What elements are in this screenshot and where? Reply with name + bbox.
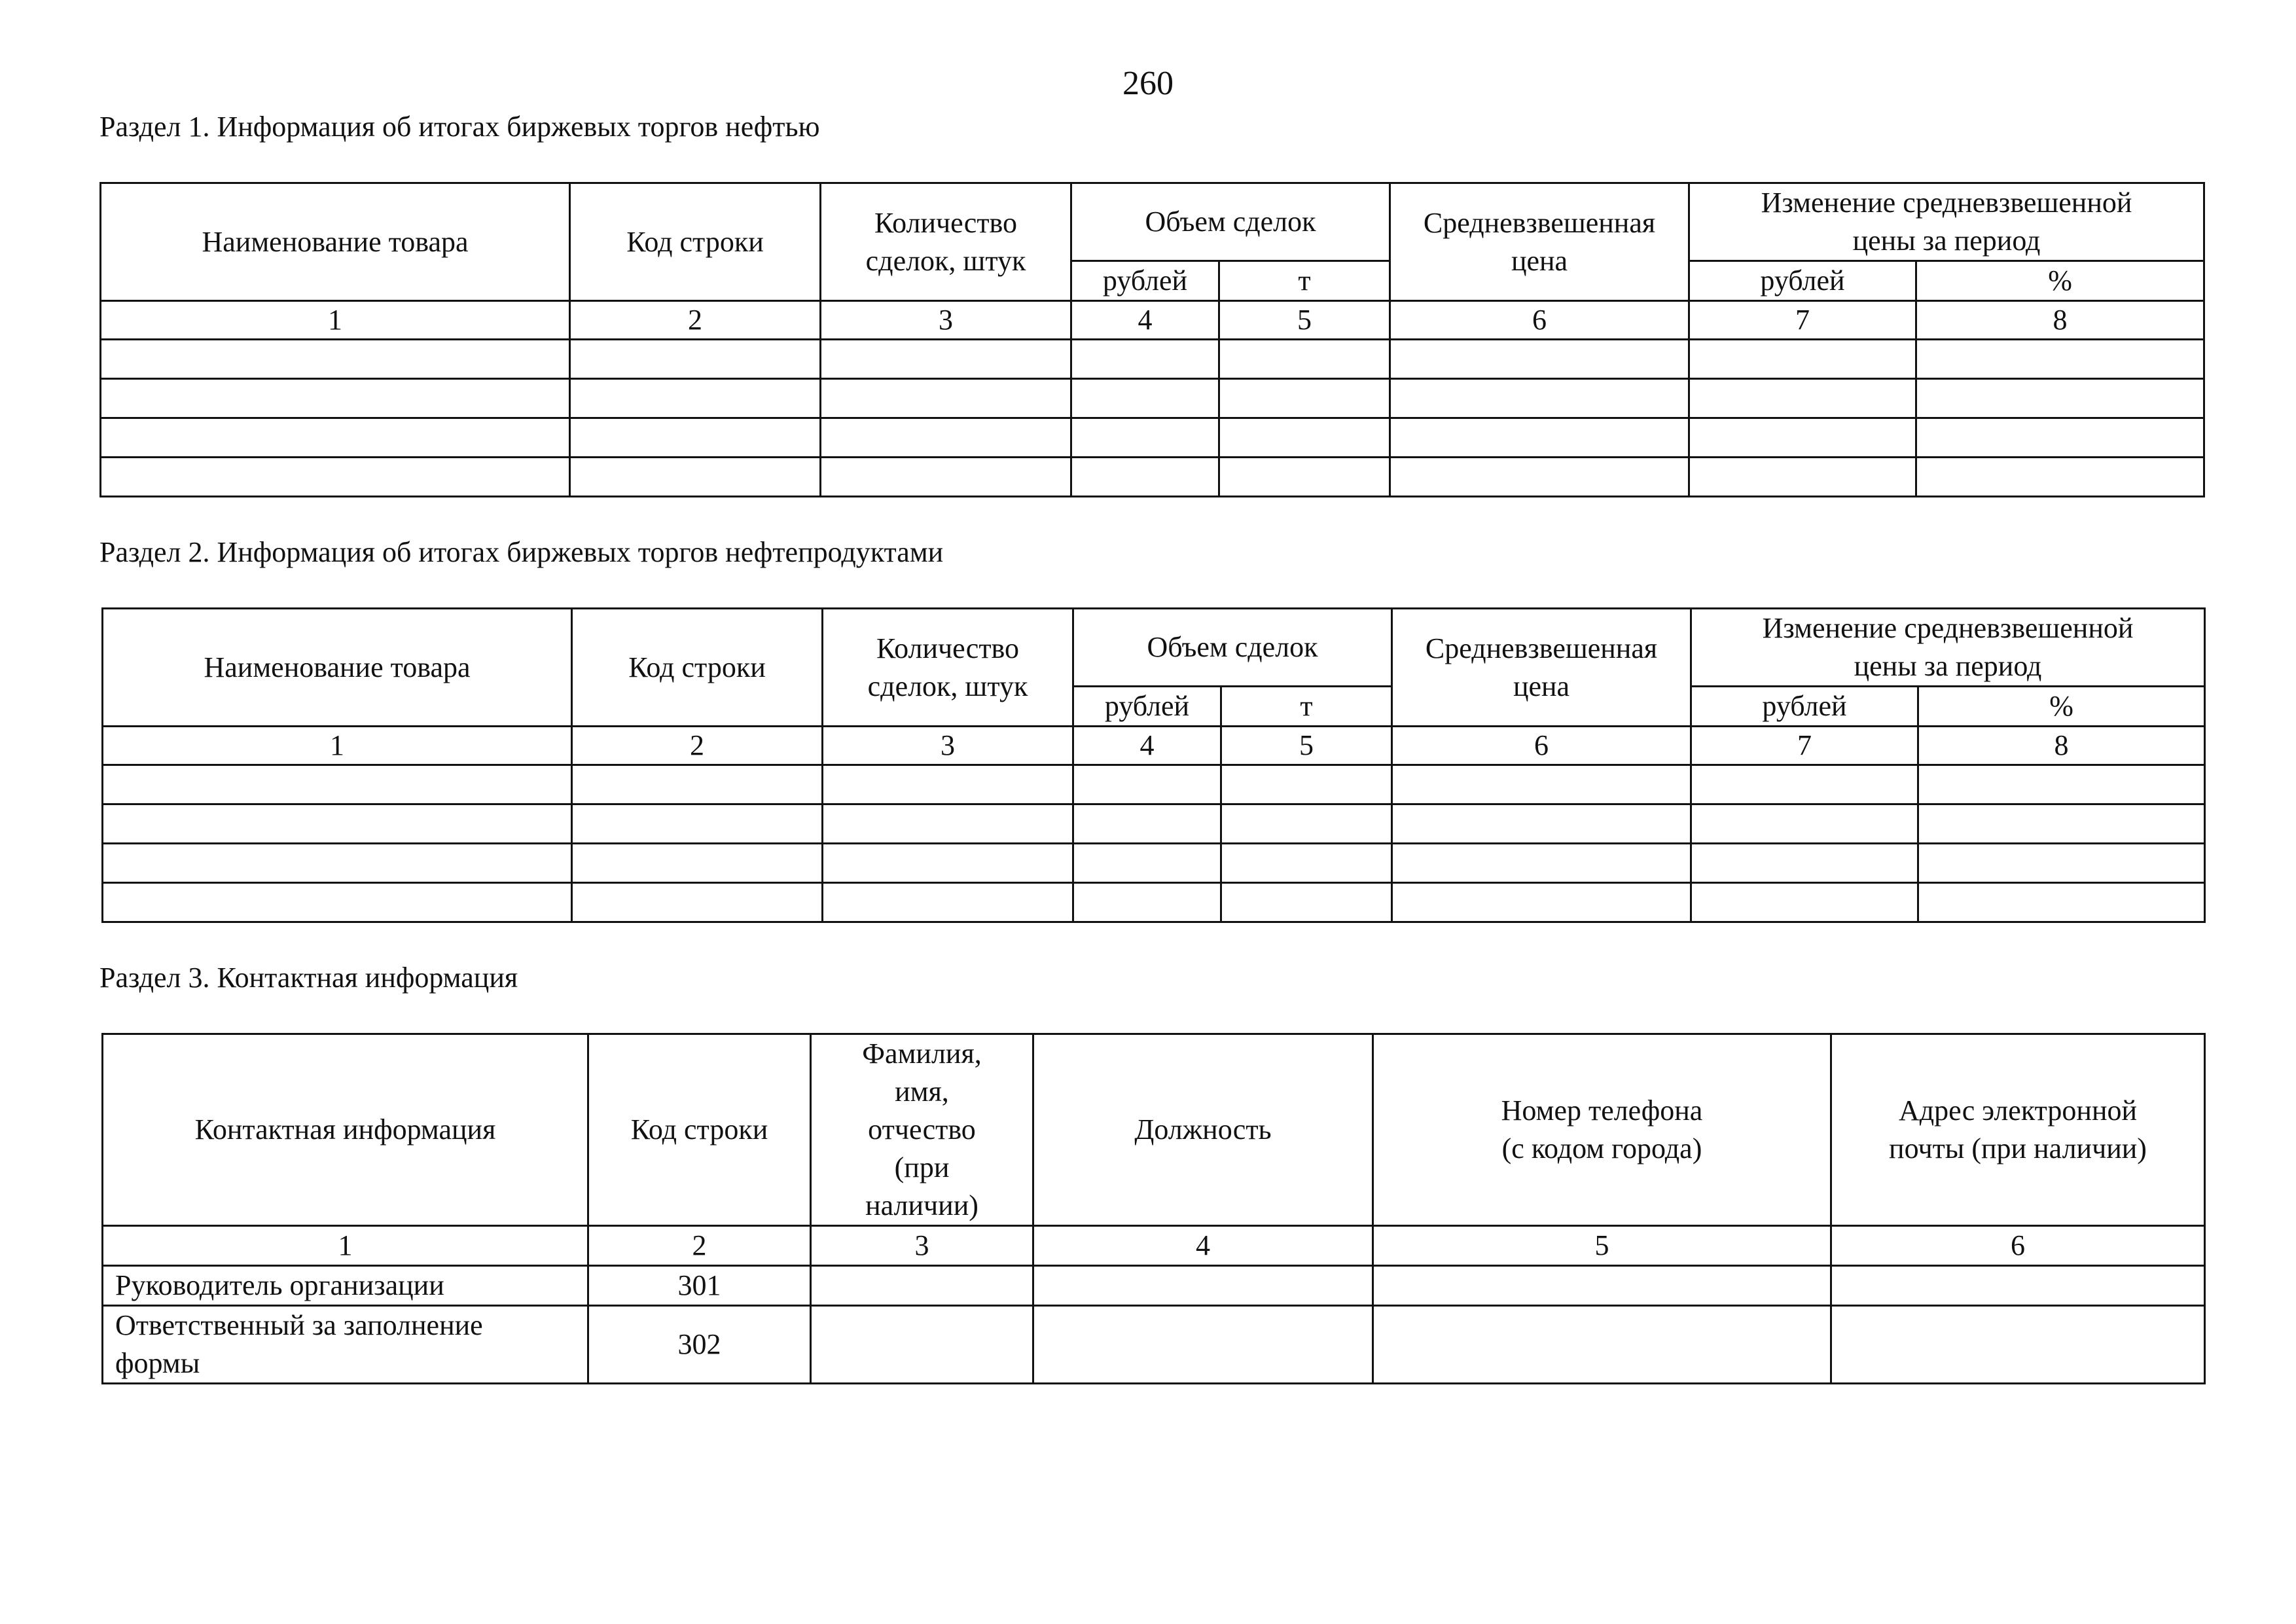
column-number: 5: [1219, 301, 1390, 340]
table-cell[interactable]: [1373, 1266, 1831, 1306]
header-product-name: Наименование товара: [103, 609, 572, 727]
header-change-rubles: рублей: [1691, 687, 1918, 727]
table-cell[interactable]: [1071, 379, 1219, 418]
section-1-table: [99, 182, 2205, 497]
column-number: 2: [572, 727, 823, 765]
table-cell[interactable]: [572, 883, 823, 922]
header-position: Должность: [1033, 1034, 1373, 1226]
header-change-percent: %: [1916, 261, 2204, 301]
table-cell[interactable]: [1073, 883, 1221, 922]
header-price-change: [1689, 183, 2204, 261]
page-number: 260: [1122, 65, 1174, 102]
table-row: [101, 418, 2204, 458]
header-price-change-line1: Изменение средневзвешенной: [1762, 612, 2134, 644]
column-number: 5: [1221, 727, 1392, 765]
table-cell[interactable]: [1392, 844, 1691, 883]
header-price-change: [1691, 609, 2205, 687]
header-volume-rubles: рублей: [1071, 261, 1219, 301]
header-weighted-price-line2: цена: [1513, 670, 1570, 702]
table-cell[interactable]: [572, 804, 823, 844]
header-full-name: [811, 1034, 1033, 1226]
table-row: [103, 883, 2205, 922]
table-row: [103, 765, 2205, 804]
table-cell[interactable]: [823, 883, 1073, 922]
header-email-line2: почты (при наличии): [1889, 1132, 2147, 1164]
table-cell[interactable]: [1689, 379, 1916, 418]
column-number: 2: [570, 301, 821, 340]
header-price-change-line2: цены за период: [1854, 650, 2042, 682]
table-cell[interactable]: [823, 765, 1073, 804]
header-full-name-line4: (при: [894, 1151, 950, 1183]
table-cell[interactable]: [1392, 883, 1691, 922]
table-cell[interactable]: [103, 883, 572, 922]
table-cell[interactable]: [1392, 804, 1691, 844]
header-full-name-line5: наличии): [865, 1189, 978, 1221]
table-cell[interactable]: [101, 340, 570, 379]
header-weighted-price-line1: Средневзвешенная: [1425, 632, 1658, 664]
table-cell[interactable]: [1916, 458, 2204, 497]
row-code: 301: [588, 1266, 811, 1306]
column-number: 3: [821, 301, 1071, 340]
table-cell[interactable]: [1073, 765, 1221, 804]
column-number: 8: [1918, 727, 2205, 765]
table-cell[interactable]: [1390, 379, 1689, 418]
table-cell[interactable]: [811, 1266, 1033, 1306]
table-cell[interactable]: [1916, 379, 2204, 418]
table-cell[interactable]: [1689, 458, 1916, 497]
column-number: 3: [811, 1226, 1033, 1266]
section-2-table: [101, 607, 2206, 923]
table-cell[interactable]: [101, 418, 570, 458]
table-cell[interactable]: [570, 458, 821, 497]
table-row: [103, 804, 2205, 844]
table-cell[interactable]: [1033, 1266, 1373, 1306]
table-cell[interactable]: [103, 765, 572, 804]
table-cell[interactable]: [101, 458, 570, 497]
table-cell[interactable]: [103, 844, 572, 883]
column-number: 4: [1073, 727, 1221, 765]
row-label-line2: формы: [115, 1347, 200, 1379]
header-deal-count-line2: сделок, штук: [867, 670, 1028, 702]
table-cell[interactable]: [101, 379, 570, 418]
header-deal-count-line1: Количество: [876, 632, 1020, 664]
column-number: 3: [823, 727, 1073, 765]
table-cell[interactable]: [1221, 844, 1392, 883]
table-cell[interactable]: [1916, 340, 2204, 379]
header-row-code: Код строки: [572, 609, 823, 727]
header-product-name: Наименование товара: [101, 183, 570, 301]
table-cell[interactable]: [1918, 883, 2205, 922]
table-cell[interactable]: [821, 418, 1071, 458]
table-cell[interactable]: [811, 1306, 1033, 1384]
header-change-rubles: рублей: [1689, 261, 1916, 301]
table-cell[interactable]: [1689, 418, 1916, 458]
table-cell[interactable]: [1691, 883, 1918, 922]
table-cell[interactable]: [1392, 765, 1691, 804]
section-2-title: Раздел 2. Информация об итогах биржевых торгов нефтепродуктами: [99, 536, 944, 568]
table-cell[interactable]: [1071, 340, 1219, 379]
table-row: [103, 1266, 2205, 1306]
header-contact-info: Контактная информация: [103, 1034, 588, 1226]
header-weighted-price-line1: Средневзвешенная: [1423, 206, 1656, 239]
header-weighted-price: [1392, 609, 1691, 727]
table-cell[interactable]: [1691, 765, 1918, 804]
table-cell[interactable]: [1390, 340, 1689, 379]
table-row: [103, 1306, 2205, 1384]
header-row-code: Код строки: [588, 1034, 811, 1226]
column-number: 4: [1071, 301, 1219, 340]
header-deal-count-line1: Количество: [874, 206, 1018, 239]
table-cell[interactable]: [572, 765, 823, 804]
table-cell[interactable]: [1831, 1266, 2205, 1306]
row-label-form-responsible: [103, 1306, 588, 1384]
header-full-name-line1: Фамилия,: [862, 1038, 982, 1070]
header-deal-count: [821, 183, 1071, 301]
table-cell[interactable]: [823, 844, 1073, 883]
section-3-title: Раздел 3. Контактная информация: [99, 962, 518, 994]
header-change-percent: %: [1918, 687, 2205, 727]
column-number: 1: [101, 301, 570, 340]
table-cell[interactable]: [821, 458, 1071, 497]
table-cell[interactable]: [1390, 418, 1689, 458]
header-phone-line2: (с кодом города): [1501, 1132, 1702, 1164]
table-row: [101, 379, 2204, 418]
header-email-line1: Адрес электронной: [1898, 1094, 2138, 1127]
row-code: 302: [588, 1306, 811, 1384]
table-cell[interactable]: [1689, 340, 1916, 379]
table-cell[interactable]: [103, 804, 572, 844]
column-number: 7: [1691, 727, 1918, 765]
header-phone: [1373, 1034, 1831, 1226]
table-cell[interactable]: [1918, 765, 2205, 804]
column-number: 1: [103, 727, 572, 765]
column-number: 1: [103, 1226, 588, 1266]
header-weighted-price: [1390, 183, 1689, 301]
column-number: 6: [1392, 727, 1691, 765]
section-1-title: Раздел 1. Информация об итогах биржевых торгов нефтью: [99, 111, 820, 143]
column-number: 5: [1373, 1226, 1831, 1266]
column-number: 7: [1689, 301, 1916, 340]
table-cell[interactable]: [821, 379, 1071, 418]
table-cell[interactable]: [1918, 844, 2205, 883]
header-price-change-line1: Изменение средневзвешенной: [1761, 187, 2132, 219]
table-cell[interactable]: [1916, 418, 2204, 458]
header-deal-volume: Объем сделок: [1073, 609, 1392, 687]
table-row: [101, 340, 2204, 379]
section-3-table: [101, 1033, 2206, 1384]
table-cell[interactable]: [1221, 765, 1392, 804]
header-volume-rubles: рублей: [1073, 687, 1221, 727]
table-cell[interactable]: [1221, 883, 1392, 922]
table-cell[interactable]: [1219, 379, 1390, 418]
table-cell[interactable]: [821, 340, 1071, 379]
row-label-line1: Ответственный за заполнение: [115, 1309, 483, 1341]
table-cell[interactable]: [1219, 340, 1390, 379]
column-number: 6: [1831, 1226, 2205, 1266]
table-cell[interactable]: [1219, 458, 1390, 497]
table-cell[interactable]: [1373, 1306, 1831, 1384]
table-row: [103, 844, 2205, 883]
table-cell[interactable]: [1219, 418, 1390, 458]
table-cell[interactable]: [1691, 804, 1918, 844]
table-cell[interactable]: [1221, 804, 1392, 844]
header-full-name-line2: имя,: [895, 1075, 949, 1108]
header-deal-count-line2: сделок, штук: [865, 244, 1026, 277]
table-cell[interactable]: [1918, 804, 2205, 844]
header-deal-volume: Объем сделок: [1071, 183, 1390, 261]
table-cell[interactable]: [1831, 1306, 2205, 1384]
table-cell[interactable]: [1071, 418, 1219, 458]
table-cell[interactable]: [570, 379, 821, 418]
table-cell[interactable]: [572, 844, 823, 883]
table-cell[interactable]: [1071, 458, 1219, 497]
table-cell[interactable]: [823, 804, 1073, 844]
header-full-name-line3: отчество: [868, 1113, 976, 1146]
row-label-head-of-organization: Руководитель организации: [103, 1266, 588, 1306]
column-number: 2: [588, 1226, 811, 1266]
table-cell[interactable]: [1390, 458, 1689, 497]
column-number: 4: [1033, 1226, 1373, 1266]
table-cell[interactable]: [1691, 844, 1918, 883]
header-row-code: Код строки: [570, 183, 821, 301]
table-row: [101, 458, 2204, 497]
header-price-change-line2: цены за период: [1852, 225, 2041, 257]
header-weighted-price-line2: цена: [1511, 244, 1568, 277]
table-cell[interactable]: [570, 340, 821, 379]
header-email: [1831, 1034, 2205, 1226]
column-number: 8: [1916, 301, 2204, 340]
header-volume-tons: т: [1221, 687, 1392, 727]
table-cell[interactable]: [1073, 804, 1221, 844]
column-number: 6: [1390, 301, 1689, 340]
header-deal-count: [823, 609, 1073, 727]
table-cell[interactable]: [1033, 1306, 1373, 1384]
header-volume-tons: т: [1219, 261, 1390, 301]
table-cell[interactable]: [570, 418, 821, 458]
header-phone-line1: Номер телефона: [1501, 1094, 1703, 1127]
table-cell[interactable]: [1073, 844, 1221, 883]
